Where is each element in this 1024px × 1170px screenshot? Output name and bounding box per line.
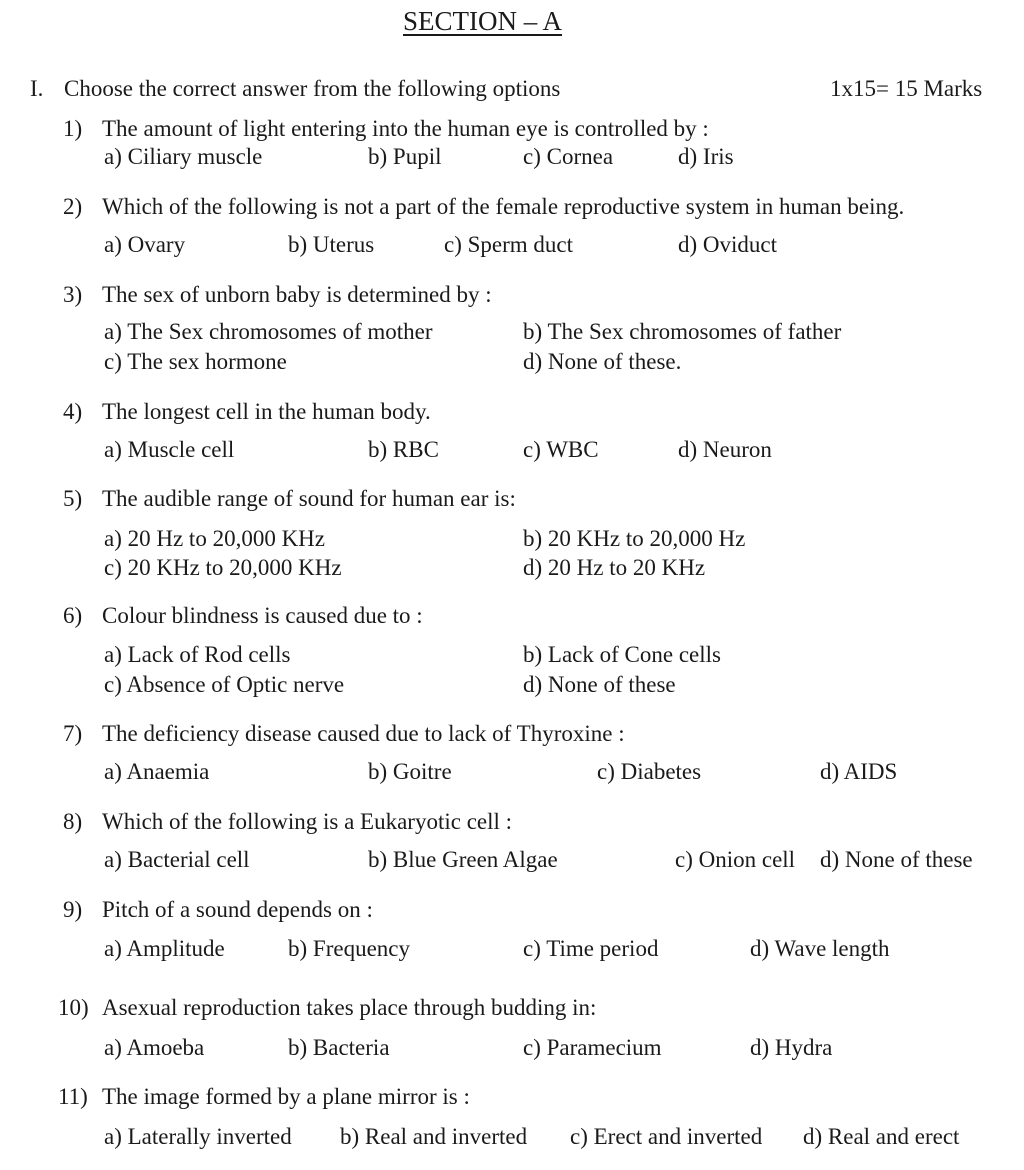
- option-d: d) AIDS: [820, 759, 898, 784]
- question-number: 9): [63, 897, 83, 922]
- question-number: 5): [63, 486, 83, 511]
- question-number: 4): [63, 399, 83, 424]
- option-c: c) WBC: [523, 437, 599, 462]
- option-c: c) Erect and inverted: [570, 1124, 763, 1149]
- question-number: 6): [63, 603, 83, 628]
- option-c: c) Cornea: [523, 144, 614, 169]
- option-c: c) Time period: [523, 936, 659, 961]
- option-b: b) The Sex chromosomes of father: [523, 319, 842, 344]
- option-a: a) Amplitude: [104, 936, 225, 961]
- option-d: d) 20 Hz to 20 KHz: [523, 555, 706, 580]
- option-c: c) Absence of Optic nerve: [104, 672, 345, 697]
- option-a: a) Bacterial cell: [104, 847, 250, 872]
- option-b: b) Lack of Cone cells: [523, 642, 721, 667]
- option-b: b) 20 KHz to 20,000 Hz: [523, 526, 746, 551]
- question-text: Colour blindness is caused due to :: [102, 603, 423, 628]
- option-d: d) None of these.: [523, 349, 682, 374]
- option-d: d) Neuron: [678, 437, 772, 462]
- option-d: d) Iris: [678, 144, 734, 169]
- question-number: 1): [63, 116, 83, 141]
- question-text: Which of the following is not a part of the female reproductive system in human being.: [102, 194, 905, 219]
- option-b: b) Uterus: [288, 232, 375, 257]
- option-d: d) None of these: [523, 672, 676, 697]
- option-d: d) Hydra: [750, 1035, 833, 1060]
- option-a: a) Lack of Rod cells: [104, 642, 291, 667]
- part-label: I.: [30, 76, 44, 101]
- option-c: c) Paramecium: [523, 1035, 662, 1060]
- section-title: SECTION – A: [403, 6, 563, 36]
- question-number: 7): [63, 721, 83, 746]
- question-number: 11): [58, 1084, 88, 1109]
- option-b: b) Goitre: [368, 759, 452, 784]
- option-b: b) RBC: [368, 437, 439, 462]
- option-a: a) Anaemia: [104, 759, 210, 784]
- option-c: c) The sex hormone: [104, 349, 287, 374]
- option-c: c) Sperm duct: [444, 232, 574, 257]
- option-d: d) Wave length: [750, 936, 890, 961]
- question-text: The image formed by a plane mirror is :: [102, 1084, 470, 1109]
- option-d: d) Real and erect: [803, 1124, 960, 1149]
- question-text: Which of the following is a Eukaryotic cell :: [102, 809, 513, 834]
- option-a: a) Ciliary muscle: [104, 144, 263, 169]
- marks-label: 1x15= 15 Marks: [830, 76, 983, 101]
- question-text: The audible range of sound for human ear is:: [102, 486, 516, 511]
- option-a: a) The Sex chromosomes of mother: [104, 319, 433, 344]
- option-a: a) Ovary: [104, 232, 186, 257]
- part-instruction: Choose the correct answer from the following options: [64, 76, 561, 101]
- option-d: d) Oviduct: [678, 232, 778, 257]
- question-text: The sex of unborn baby is determined by :: [102, 282, 492, 307]
- option-b: b) Pupil: [368, 144, 442, 169]
- question-number: 8): [63, 809, 83, 834]
- option-a: a) Laterally inverted: [104, 1124, 292, 1149]
- question-text: Pitch of a sound depends on :: [102, 897, 373, 922]
- option-d: d) None of these: [820, 847, 973, 872]
- option-a: a) Amoeba: [104, 1035, 205, 1060]
- question-number: 2): [63, 194, 83, 219]
- option-b: b) Frequency: [288, 936, 410, 961]
- question-text: The amount of light entering into the human eye is controlled by :: [102, 116, 709, 141]
- option-b: b) Real and inverted: [340, 1124, 528, 1149]
- option-c: c) 20 KHz to 20,000 KHz: [104, 555, 342, 580]
- question-text: Asexual reproduction takes place through budding in:: [102, 995, 597, 1020]
- option-b: b) Bacteria: [288, 1035, 390, 1060]
- option-a: a) 20 Hz to 20,000 KHz: [104, 526, 326, 551]
- question-number: 3): [63, 282, 83, 307]
- question-text: The longest cell in the human body.: [102, 399, 431, 424]
- option-c: c) Diabetes: [597, 759, 702, 784]
- option-c: c) Onion cell: [675, 847, 796, 872]
- option-a: a) Muscle cell: [104, 437, 235, 462]
- option-b: b) Blue Green Algae: [368, 847, 558, 872]
- question-number: 10): [58, 995, 89, 1020]
- question-text: The deficiency disease caused due to lack of Thyroxine :: [102, 721, 625, 746]
